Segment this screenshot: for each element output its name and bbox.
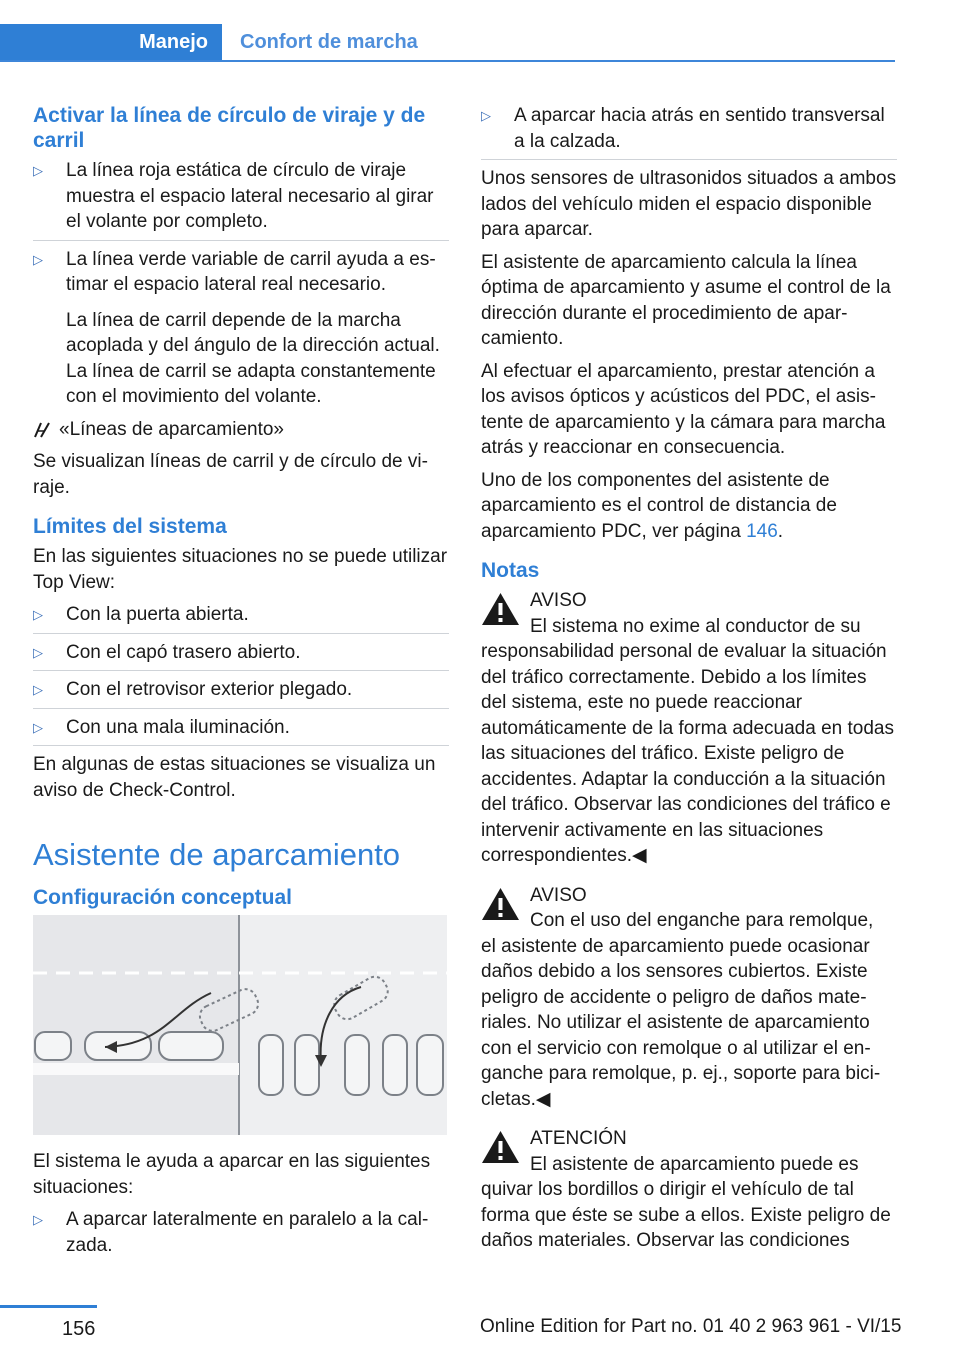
heading-asistente: Asistente de aparcamiento — [33, 837, 401, 872]
warning-text: el asistente de aparcamiento puede ocasionar daños debido a los sensores cubiertos. Existe peligro de accidente o peligro de daños materiales. No utilizar el asistente de aparcamiento con el servicio con remolque o al utilizar el enganche para remolque, p. ej., soporte para bicicletas.◀ — [481, 935, 881, 1110]
paragraph: Uno de los componentes del asistente de aparcamiento es el control de distancia de aparcamiento PDC, ver página 146. — [481, 469, 837, 542]
triangle-bullet-icon: ▷ — [33, 607, 43, 622]
bullets-lineas — [33, 158, 449, 303]
list-item: ▷ La línea roja estática de círculo de viraje muestra el espacio lateral necesario al girar el volante por completo. — [33, 158, 449, 241]
caution-text: quivar los bordillos o dirigir el vehículo de tal forma que éste se sube a ellos. Existe peligro de daños materiales. Observar las condiciones — [481, 1179, 891, 1251]
caution-title: ATENCIÓN — [530, 1128, 627, 1149]
list-item: ▷ Con la puerta abierta. — [33, 602, 449, 634]
paragraph: En las siguientes situaciones no se puede utilizar Top View: — [33, 546, 448, 593]
bullet-continuation: La línea de carril depende de la marcha acoplada y del ángulo de la dirección actual. La línea de carril se adapta constantemente con el movimiento del volante. — [66, 309, 440, 407]
triangle-bullet-icon: ▷ — [33, 682, 43, 697]
bullets-limites — [33, 602, 449, 746]
warning-triangle-icon — [481, 887, 520, 921]
triangle-bullet-icon: ▷ — [481, 108, 491, 123]
triangle-bullet-icon: ▷ — [33, 1212, 43, 1227]
warning-text: responsabilidad personal de evaluar la situación del tráfico correctamente. Debido a los límites del sistema, este no puede reaccionar automáticamente de la forma adecuada en todas las situaciones del tráfico. Existe peligro de accidentes. Adaptar la conducción a la situación del tráfico. Observar las condiciones del tráfico e intervenir activamente en las situaciones correspondientes.◀ — [481, 641, 894, 866]
bullets-situaciones — [33, 1207, 449, 1263]
list-item: ▷ Con el retrovisor exterior plegado. — [33, 677, 449, 709]
warning-triangle-icon — [481, 1130, 520, 1164]
heading-limites: Límites del sistema — [33, 515, 227, 538]
warning-text-first: Con el uso del enganche para remolque, — [530, 910, 874, 931]
warning-triangle-icon — [481, 592, 520, 626]
header-rule — [0, 60, 895, 62]
paragraph: En algunas de estas situaciones se visualiza un aviso de Check-Control. — [33, 754, 436, 801]
paragraph: Al efectuar el aparcamiento, prestar atención a los avisos ópticos y acústicos del PDC, el asistente de aparcamiento y la cámara para marcha atrás y reaccionar en consecuencia. — [481, 360, 886, 458]
parking-lines-label: «Líneas de aparcamiento» — [59, 418, 284, 440]
paragraph: Unos sensores de ultrasonidos situados a ambos lados del vehículo miden el espacio disponible para aparcar. — [481, 168, 897, 240]
bullets-situaciones-cont — [481, 103, 897, 160]
right-column — [481, 103, 897, 1268]
list-item: ▷ A aparcar lateralmente en paralelo a la calzada. — [33, 1209, 429, 1256]
list-item: ▷ A aparcar hacia atrás en sentido transversal a la calzada. — [481, 103, 897, 160]
parking-illustration — [33, 915, 447, 1135]
triangle-bullet-icon: ▷ — [33, 251, 43, 267]
paragraph: El asistente de aparcamiento calcula la línea óptima de aparcamiento y asume el control de la dirección durante el procedimiento de aparcamiento. — [481, 251, 891, 349]
caution-block — [481, 1126, 897, 1254]
triangle-bullet-icon: ▷ — [33, 163, 43, 178]
list-item: ▷ La línea verde variable de carril ayuda a estimar el espacio lateral real necesario. — [33, 248, 436, 295]
warning-text-first: El sistema no exime al conductor de su — [530, 615, 861, 637]
paragraph: El sistema le ayuda a aparcar en las siguientes situaciones: — [33, 1151, 431, 1198]
header-tab-active[interactable] — [0, 24, 222, 62]
edition-info: Online Edition for Part no. 01 40 2 963 961 - VI/15 — [480, 1316, 902, 1337]
list-item: ▷ Con el capó trasero abierto. — [33, 640, 449, 672]
paragraph: Se visualizan líneas de carril y de círculo de viraje. — [33, 451, 428, 498]
header-tab-active-label: Manejo — [139, 31, 208, 53]
parking-lines-option — [33, 417, 449, 443]
heading-notas: Notas — [481, 559, 540, 582]
triangle-bullet-icon: ▷ — [33, 719, 43, 735]
warning-title: AVISO — [530, 590, 587, 611]
header-tab-inactive[interactable]: Confort de marcha — [240, 31, 418, 53]
heading-configuracion: Configuración conceptual — [33, 886, 293, 909]
caution-text-first: El asistente de aparcamiento puede es — [530, 1153, 859, 1175]
left-column — [33, 103, 449, 1268]
footer-rule — [0, 1305, 97, 1308]
triangle-bullet-icon: ▷ — [33, 644, 43, 660]
warning-title: AVISO — [530, 884, 587, 906]
page-reference-link[interactable]: 146 — [746, 520, 778, 542]
warning-block — [481, 588, 897, 869]
warning-block — [481, 883, 897, 1113]
list-item: ▷ Con una mala iluminación. — [33, 715, 449, 747]
heading-activar: Activar la línea de círculo de viraje y de carril — [33, 104, 426, 152]
parking-lines-icon — [33, 419, 53, 439]
page-number: 156 — [62, 1318, 96, 1340]
